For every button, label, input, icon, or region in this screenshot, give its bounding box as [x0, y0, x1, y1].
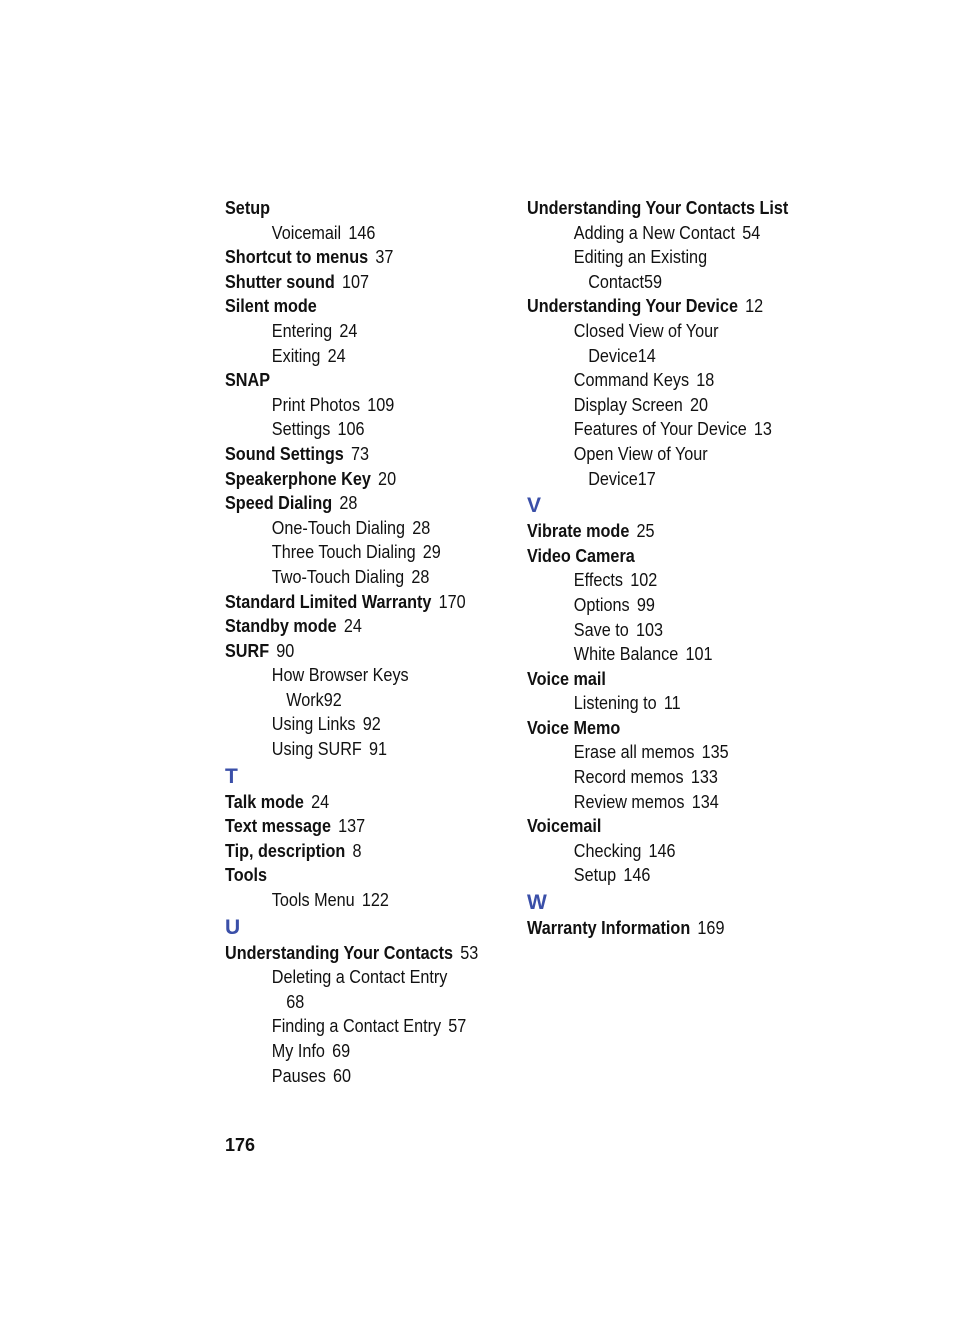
- entry-page-number: 122: [361, 890, 389, 911]
- index-subentry: [527, 319, 797, 344]
- entry-page-number: 146: [623, 865, 651, 886]
- entry-text: Open View of Your: [573, 443, 708, 464]
- entry-page-number: 28: [339, 493, 358, 514]
- entry-text: Voicemail: [527, 816, 602, 837]
- entry-page-number: 53: [460, 942, 479, 963]
- index-entry: [527, 716, 797, 741]
- entry-text: Settings: [271, 419, 331, 440]
- entry-page-number: 135: [701, 742, 729, 763]
- entry-text: Finding a Contact Entry: [271, 1016, 442, 1037]
- index-entry: [225, 863, 486, 888]
- index-entry: [527, 916, 797, 941]
- entry-text: Features of Your Device: [573, 419, 747, 440]
- index-entry: [225, 790, 486, 815]
- entry-text: Shutter sound: [225, 271, 335, 292]
- section-letter: [527, 888, 827, 916]
- index-entry-continuation: [527, 344, 797, 369]
- index-entry: [225, 614, 486, 639]
- entry-text: Effects: [573, 570, 624, 591]
- entry-text: Review memos: [573, 791, 685, 812]
- entry-page-number: 134: [691, 791, 719, 812]
- entry-page-number: 92: [362, 714, 381, 735]
- index-entry: [527, 294, 797, 319]
- entry-text: Contact: [588, 271, 645, 292]
- index-subentry: [527, 568, 797, 593]
- entry-text: Display Screen: [573, 394, 683, 415]
- entry-page-number: 90: [276, 640, 295, 661]
- index-subentry: [225, 1014, 486, 1039]
- entry-page-number: 28: [412, 517, 431, 538]
- entry-page-number: 54: [742, 222, 761, 243]
- entry-text: Closed View of Your: [573, 320, 719, 341]
- entry-text: Voicemail: [271, 222, 342, 243]
- entry-text: Speed Dialing: [225, 493, 333, 514]
- entry-page-number: 20: [689, 394, 708, 415]
- index-entry: [527, 519, 797, 544]
- index-subentry: [225, 712, 486, 737]
- entry-text: Understanding Your Contacts List: [527, 198, 789, 218]
- entry-text: Video Camera: [527, 545, 635, 566]
- index-subentry: [225, 888, 486, 913]
- entry-text: My Info: [271, 1041, 325, 1061]
- index-subentry: [527, 863, 797, 888]
- index-entry: [225, 941, 486, 966]
- index-entry: [527, 667, 797, 692]
- index-entry: [225, 270, 486, 295]
- entry-page-number: 103: [635, 619, 663, 640]
- entry-text: Text message: [225, 816, 331, 837]
- entry-text: V: [527, 494, 542, 518]
- index-subentry: [527, 221, 797, 246]
- entry-page-number: 133: [690, 767, 718, 788]
- index-entry: [225, 442, 486, 467]
- entry-text: Standby mode: [225, 616, 337, 637]
- entry-page-number: 106: [337, 419, 365, 440]
- entry-text: Speakerphone Key: [225, 468, 371, 489]
- entry-text: Setup: [573, 865, 617, 886]
- index-subentry: [527, 417, 797, 442]
- entry-page-number: 107: [342, 271, 370, 292]
- index-subentry: [225, 221, 486, 246]
- entry-text: Tip, description: [225, 840, 346, 861]
- entry-text: Listening to: [573, 693, 657, 714]
- entry-page-number: 20: [378, 468, 397, 489]
- entry-text: 68: [286, 991, 305, 1012]
- index-subentry: [225, 737, 486, 762]
- index-subentry: [527, 393, 797, 418]
- entry-text: Editing an Existing: [573, 247, 708, 268]
- index-entry: [225, 839, 486, 864]
- index-subentry: [225, 393, 486, 418]
- entry-text: Standard Limited Warranty: [225, 591, 432, 612]
- index-entry: [225, 491, 486, 516]
- index-entry: [225, 639, 486, 664]
- index-subentry: [527, 642, 797, 667]
- index-subentry: [225, 965, 486, 990]
- entry-page-number: 25: [636, 521, 655, 542]
- entry-page-number: 137: [338, 816, 366, 837]
- entry-text: Voice mail: [527, 668, 606, 689]
- entry-page-number: 14: [637, 345, 656, 366]
- index-subentry: [527, 691, 797, 716]
- entry-text: Options: [573, 594, 630, 615]
- entry-page-number: 11: [663, 693, 681, 714]
- index-entry: [225, 368, 486, 393]
- entry-text: Shortcut to menus: [225, 247, 369, 268]
- index-entry-continuation: [527, 270, 797, 295]
- entry-text: Three Touch Dialing: [271, 542, 416, 563]
- index-subentry: [225, 1064, 486, 1089]
- index-entry: [225, 590, 486, 615]
- entry-text: Print Photos: [271, 394, 361, 415]
- entry-text: Tools: [225, 865, 268, 886]
- entry-page-number: 24: [311, 791, 330, 812]
- entry-text: Setup: [225, 198, 271, 218]
- index-column-right: [527, 196, 827, 941]
- index-subentry: [225, 540, 486, 565]
- entry-text: White Balance: [573, 644, 679, 665]
- entry-page-number: 146: [648, 840, 676, 861]
- entry-page-number: 99: [636, 594, 655, 615]
- entry-page-number: 102: [630, 570, 658, 591]
- entry-text: Entering: [271, 320, 333, 341]
- section-letter: [527, 491, 827, 519]
- entry-page-number: 57: [448, 1016, 467, 1037]
- index-entry: [225, 245, 486, 270]
- entry-text: Vibrate mode: [527, 521, 630, 542]
- index-subentry: [527, 368, 797, 393]
- entry-text: Work: [286, 689, 324, 710]
- entry-text: Two-Touch Dialing: [271, 566, 405, 587]
- entry-text: Understanding Your Contacts: [225, 942, 454, 963]
- entry-page-number: 109: [367, 394, 395, 415]
- entry-text: Save to: [573, 619, 629, 640]
- index-subentry: [225, 417, 486, 442]
- entry-page-number: 8: [352, 840, 362, 861]
- entry-page-number: 24: [343, 616, 362, 637]
- entry-text: Using Links: [271, 714, 356, 735]
- index-subentry: [527, 618, 797, 643]
- entry-text: Warranty Information: [527, 918, 691, 939]
- entry-text: Using SURF: [271, 739, 362, 760]
- index-subentry: [527, 245, 797, 270]
- entry-text: T: [225, 764, 238, 788]
- entry-page-number: 73: [351, 443, 370, 464]
- entry-page-number: 169: [697, 918, 725, 939]
- entry-text: SURF: [225, 640, 270, 661]
- index-subentry: [527, 593, 797, 618]
- entry-text: Command Keys: [573, 370, 690, 391]
- entry-page-number: 69: [332, 1041, 351, 1061]
- entry-page-number: 59: [644, 271, 663, 292]
- index-entry: [527, 544, 797, 569]
- entry-text: Sound Settings: [225, 443, 344, 464]
- entry-page-number: 12: [745, 296, 764, 317]
- entry-text: Deleting a Contact Entry: [271, 967, 448, 988]
- entry-page-number: 17: [637, 468, 656, 489]
- entry-page-number: 28: [411, 566, 430, 587]
- index-subentry: [225, 565, 486, 590]
- entry-text: Adding a New Contact: [573, 222, 735, 243]
- entry-page-number: 60: [333, 1065, 352, 1086]
- index-entry: [527, 814, 797, 839]
- index-subentry: [225, 1039, 486, 1064]
- index-entry: [225, 196, 486, 221]
- entry-text: U: [225, 915, 241, 939]
- index-subentry: [225, 663, 486, 688]
- entry-text: Device: [588, 468, 638, 489]
- index-entry-continuation: [527, 467, 797, 492]
- index-entry: [527, 196, 797, 221]
- entry-page-number: 24: [327, 345, 346, 366]
- index-entry: [225, 814, 486, 839]
- entry-text: SNAP: [225, 370, 271, 391]
- entry-text: Talk mode: [225, 791, 304, 812]
- entry-text: W: [527, 891, 547, 915]
- index-entry-continuation: [225, 990, 486, 1015]
- entry-text: One-Touch Dialing: [271, 517, 406, 538]
- entry-page-number: 29: [422, 542, 441, 563]
- entry-text: Understanding Your Device: [527, 296, 738, 317]
- index-subentry: [527, 839, 797, 864]
- entry-page-number: 24: [339, 320, 358, 341]
- entry-page-number: 13: [753, 419, 772, 440]
- index-column-left: [225, 196, 515, 1088]
- entry-text: Erase all memos: [573, 742, 695, 763]
- section-letter: [225, 913, 515, 941]
- index-subentry: [527, 765, 797, 790]
- entry-text: Device: [588, 345, 638, 366]
- index-subentry: [225, 319, 486, 344]
- index-subentry: [225, 516, 486, 541]
- index-subentry: [225, 344, 486, 369]
- index-subentry: [527, 790, 797, 815]
- index-entry: [225, 467, 486, 492]
- index-subentry: [527, 740, 797, 765]
- entry-page-number: 91: [369, 739, 388, 760]
- entry-page-number: 101: [685, 644, 713, 665]
- entry-page-number: 18: [696, 370, 715, 391]
- entry-text: Tools Menu: [271, 890, 355, 911]
- entry-text: Record memos: [573, 767, 684, 788]
- entry-page-number: 37: [375, 247, 394, 268]
- entry-text: Voice Memo: [527, 717, 621, 738]
- entry-page-number: 146: [348, 222, 376, 243]
- page-number: 176: [225, 1135, 256, 1155]
- section-letter: [225, 762, 515, 790]
- index-subentry: [527, 442, 797, 467]
- entry-page-number: 170: [438, 591, 466, 612]
- entry-text: Checking: [573, 840, 642, 861]
- entry-text: Silent mode: [225, 296, 317, 317]
- entry-page-number: 92: [323, 689, 342, 710]
- entry-text: Exiting: [271, 345, 321, 366]
- index-entry-continuation: [225, 688, 486, 713]
- index-entry: [225, 294, 486, 319]
- entry-text: How Browser Keys: [271, 665, 409, 686]
- entry-text: Pauses: [271, 1065, 326, 1086]
